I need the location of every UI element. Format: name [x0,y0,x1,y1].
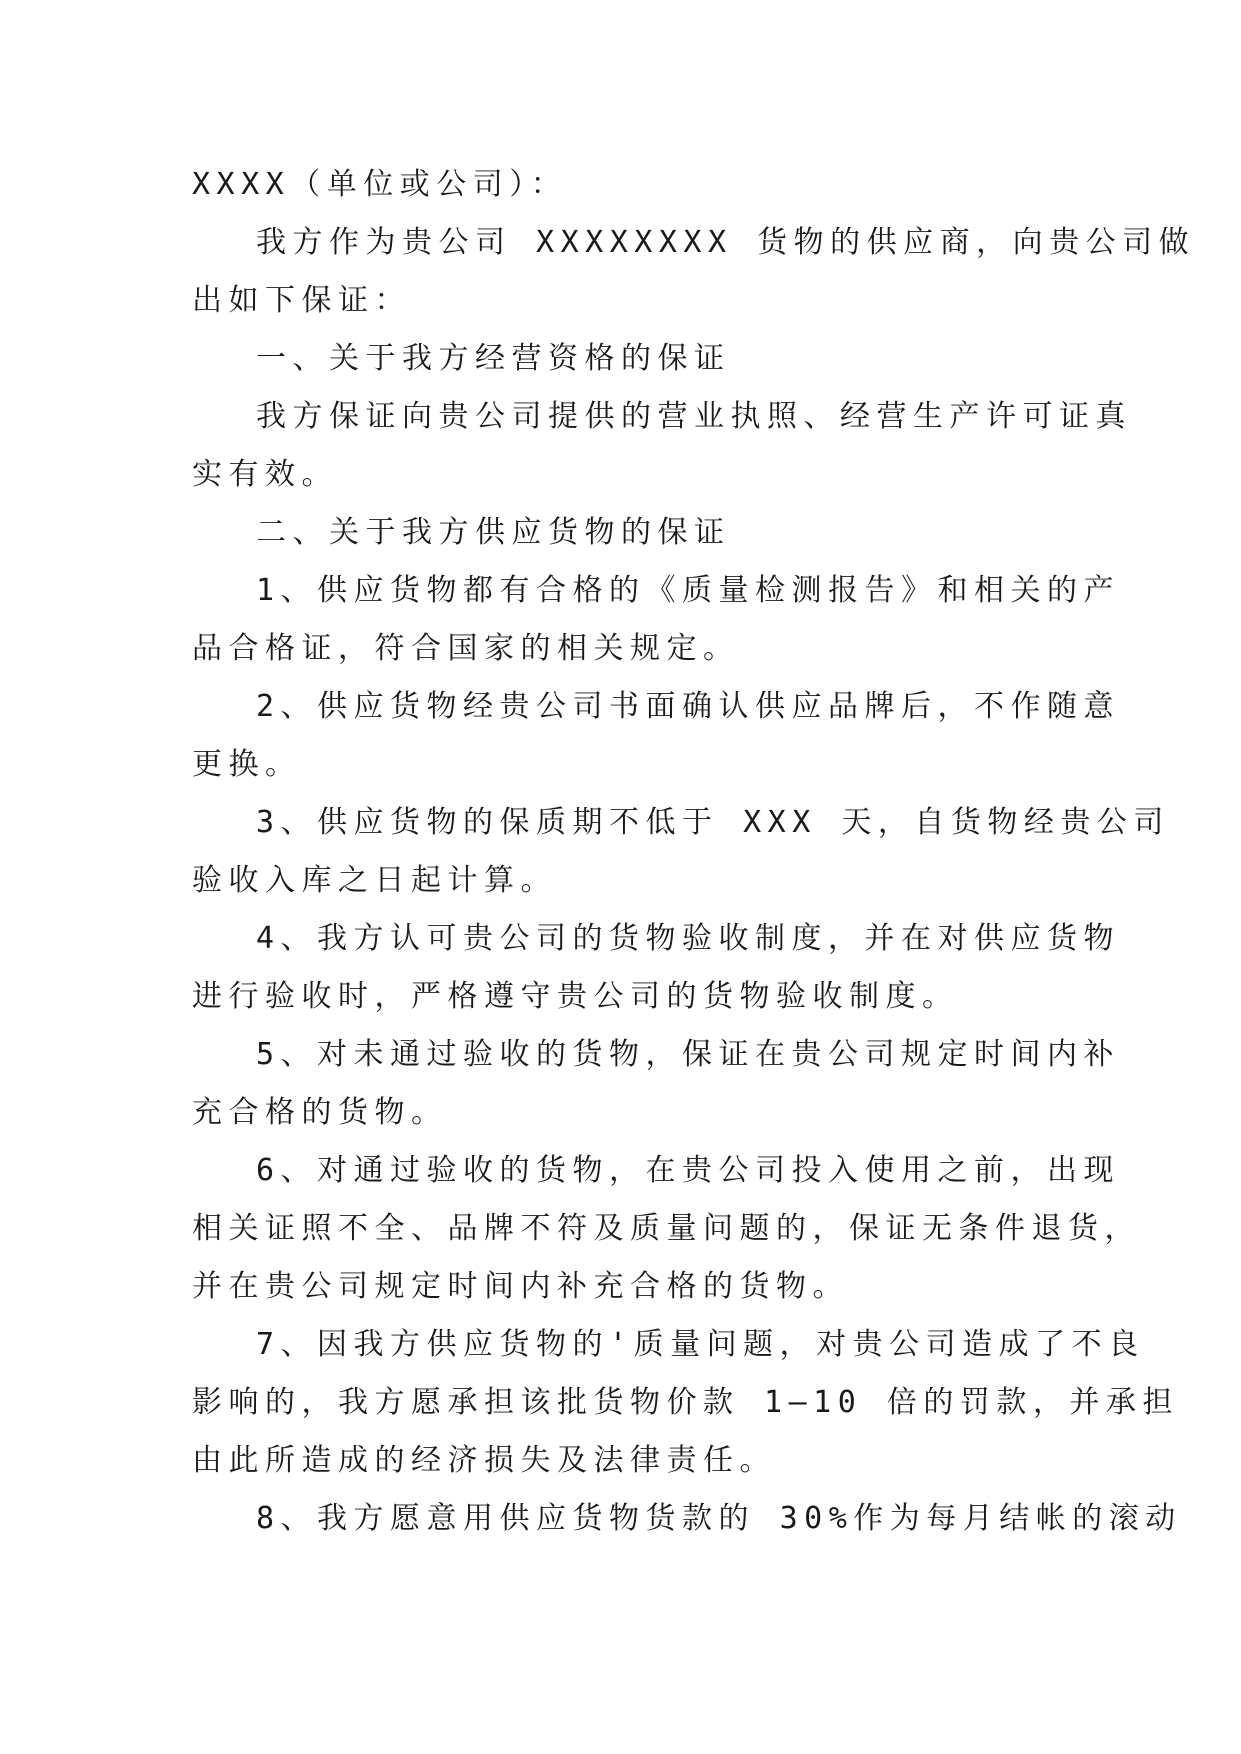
clause-7-line: 由此所造成的经济损失及法律责任。 [192,1443,776,1478]
clause-3-line: 验收入库之日起计算。 [192,863,557,898]
clause-2-line: 2、供应货物经贵公司书面确认供应品牌后，不作随意 [256,689,1121,724]
intro-paragraph-line: 出如下保证： [192,283,411,318]
paragraph-line: 实有效。 [192,457,338,492]
clause-4-line: 进行验收时，严格遵守贵公司的货物验收制度。 [192,979,959,1014]
clause-5-line: 充合格的货物。 [192,1095,448,1130]
clause-6-line: 并在贵公司规定时间内补充合格的货物。 [192,1269,849,1304]
addressee-line: XXXX（单位或公司）： [192,167,568,202]
section-heading-1: 一、关于我方经营资格的保证 [256,341,731,376]
clause-8-line: 8、我方愿意用供应货物货款的 30%作为每月结帐的滚动 [256,1501,1182,1536]
clause-7-line: 影响的，我方愿承担该批货物价款 1—10 倍的罚款，并承担 [192,1385,1179,1420]
clause-5-line: 5、对未通过验收的货物，保证在贵公司规定时间内补 [256,1037,1121,1072]
section-heading-2: 二、关于我方供应货物的保证 [256,515,731,550]
paragraph-line: 我方保证向贵公司提供的营业执照、经营生产许可证真 [256,399,1132,434]
clause-6-line: 相关证照不全、品牌不符及质量问题的，保证无条件退货， [192,1211,1141,1246]
clause-7-line: 7、因我方供应货物的'质量问题，对贵公司造成了不良 [256,1327,1145,1362]
clause-1-line: 1、供应货物都有合格的《质量检测报告》和相关的产 [256,573,1121,608]
clause-3-line: 3、供应货物的保质期不低于 XXX 天，自货物经贵公司 [256,805,1170,840]
intro-paragraph-line: 我方作为贵公司 XXXXXXXX 货物的供应商，向贵公司做 [256,225,1196,260]
clause-1-line: 品合格证，符合国家的相关规定。 [192,631,740,666]
clause-4-line: 4、我方认可贵公司的货物验收制度，并在对供应货物 [256,921,1121,956]
clause-2-line: 更换。 [192,747,302,782]
clause-6-line: 6、对通过验收的货物，在贵公司投入使用之前，出现 [256,1153,1121,1188]
